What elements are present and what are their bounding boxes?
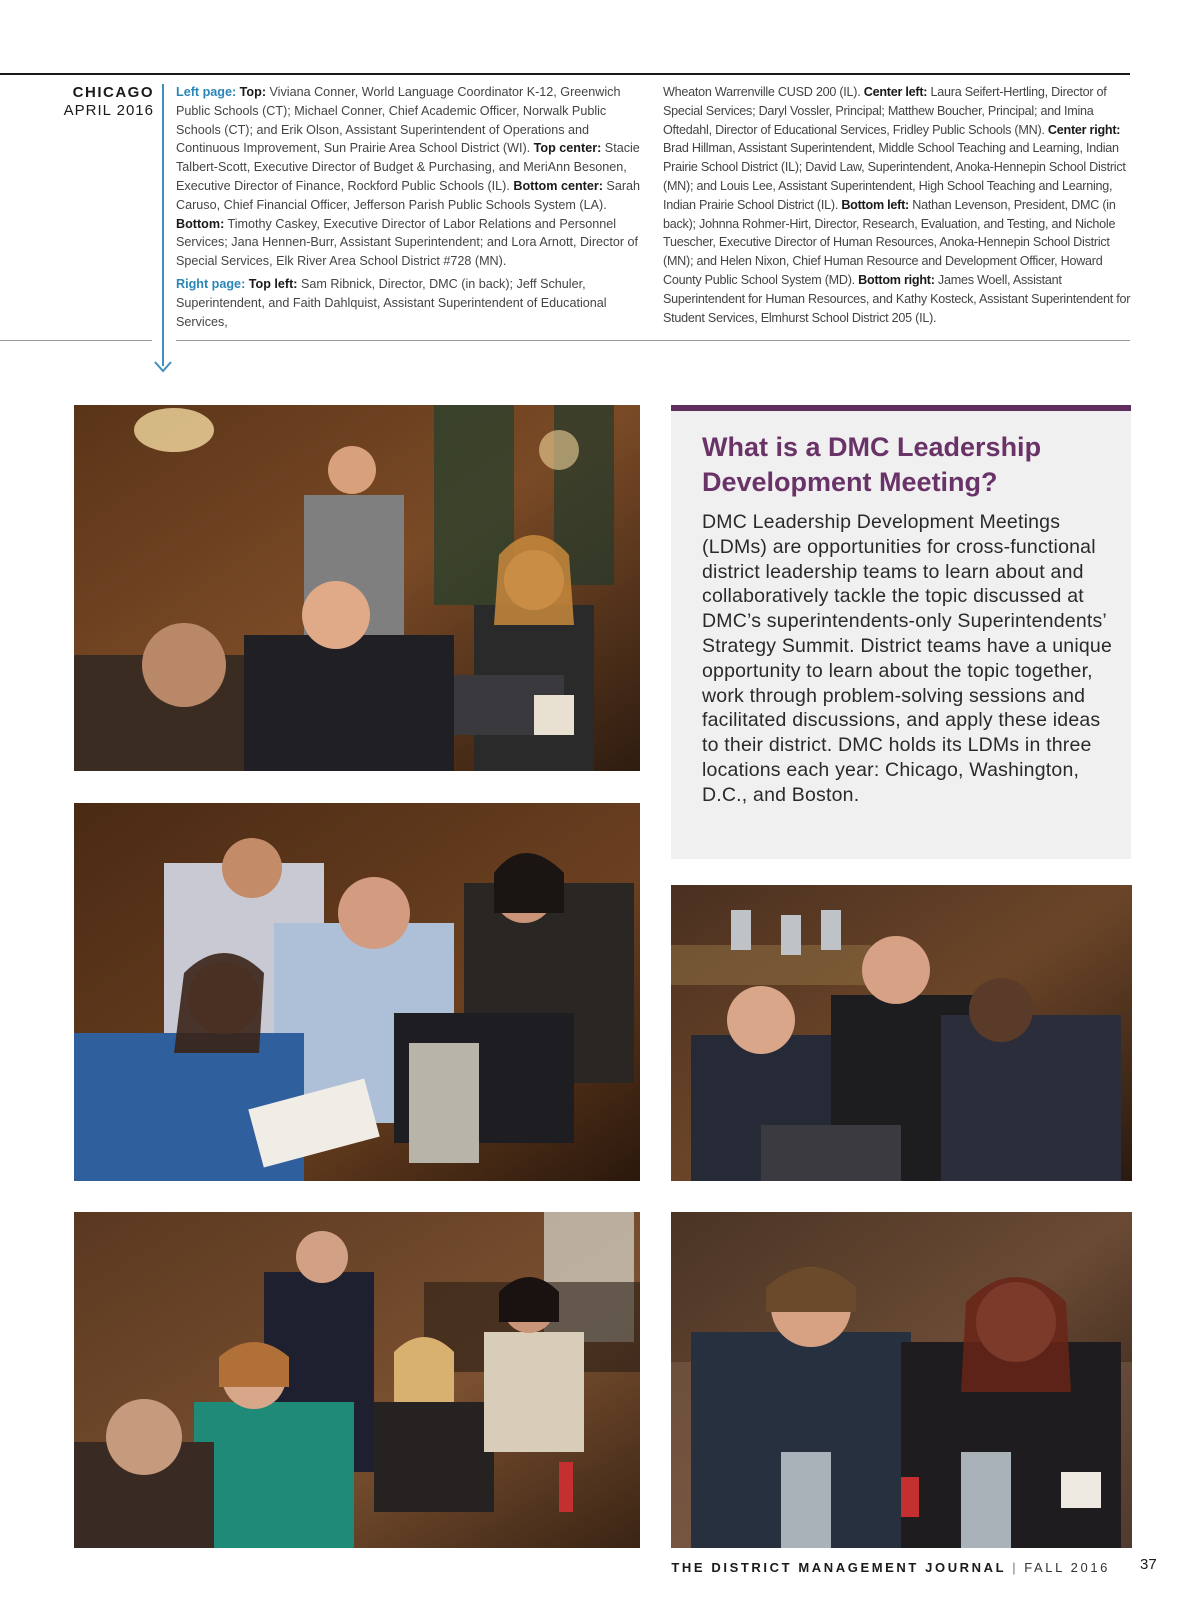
top-text: Viviana Conner, World Language Coordinator K-12, Greenwich Public Schools (CT); Michael Conner, Chief Academic Officer, Norwalk Public Schools (CT); and Erik Olson, Assistant Superintendent of Operations and Continuous Improvement, Sun Prairie Area School District (WI). (176, 85, 621, 156)
arrow-down-icon (153, 360, 173, 374)
dateline-city: CHICAGO (72, 84, 154, 101)
center-right-text: Brad Hillman, Assistant Superintendent, Middle School Teaching and Learning, Indian Prairie School District (IL); David Law, Superintendent, Anoka-Hennepin School District (MN); and Louis Lee, Assistant Superintendent, High School Teaching and Learning, Indian Prairie School District (IL). (663, 141, 1126, 212)
top-rule (0, 73, 1130, 75)
photo-caption-column-1 (176, 83, 650, 331)
dateline (0, 84, 154, 120)
photo-bottom-left (74, 1212, 640, 1548)
bottom-right-label: Bottom right: (858, 272, 935, 287)
dateline-date: APRIL 2016 (63, 102, 154, 119)
photo-bottom-right (671, 1212, 1132, 1548)
bottom-right-text: James Woell, Assistant Superintendent for Human Resources, and Kathy Kosteck, Assistant Superintendent for Student Services, Elmhurst School District 205 (IL). (663, 272, 1131, 325)
center-left-text: Laura Seifert-Hertling, Director of Special Services; Daryl Vossler, Principal; Matthew Boucher, Principal; and Imina Oftedahl, Director of Educational Services, Fridley Public Schools (MN). (663, 85, 1107, 137)
photo-top-left (74, 405, 640, 771)
bottom-left-label: Bottom left: (841, 197, 909, 212)
top-label: Top: (239, 85, 267, 99)
caption-right-page (176, 275, 650, 331)
sidebar-accent-bar (671, 405, 1131, 411)
left-page-label: Left page: (176, 85, 237, 99)
bottom-label: Bottom: (176, 216, 225, 231)
footer-separator: | (1012, 1560, 1019, 1575)
caption-bottom-rule-right (176, 340, 1130, 341)
caption-bottom-rule-left (0, 340, 152, 341)
right-page-label: Right page: (176, 276, 246, 291)
center-left-label: Center left: (863, 85, 928, 99)
journal-name: THE DISTRICT MANAGEMENT JOURNAL (671, 1560, 1007, 1575)
issue-label: FALL 2016 (1024, 1560, 1110, 1575)
running-footer (620, 1560, 1110, 1575)
bottom-left-text: Nathan Levenson, President, DMC (in back); Johnna Rohmer-Hirt, Director, Research, Evaluation, and Testing, and Nichole Tuescher, Executive Director of Human Resources, Anoka-Hennepin School District (MN); and Helen Nixon, Chief Human Resource and Development Officer, Howard County Public School System (MD). (663, 197, 1116, 287)
sidebar-body: DMC Leadership Development Meetings (LDMs) are opportunities for cross-functional district leadership teams to learn about and collaboratively tackle the topic discussed at DMC’s superintendents-only Superintendents’ Strategy Summit. District teams have a unique opportunity to learn about the topic together, work through problem-solving sessions and facilitated discussions, and apply these ideas to their district. DMC holds its LDMs in three locations each year: Chicago, Washington, D.C., and Boston. (702, 511, 1112, 806)
photo-center-left (74, 803, 640, 1181)
page-number: 37 (1140, 1556, 1157, 1573)
bottom-center-text: Sarah Caruso, Chief Financial Officer, Jefferson Parish Public Schools System (LA). (176, 178, 641, 212)
top-center-label: Top center: (533, 141, 602, 156)
caption-left-page (176, 83, 650, 271)
arrow-down-line (162, 84, 164, 366)
top-left-text: Sam Ribnick, Director, DMC (in back); Jeff Schuler, Superintendent, and Faith Dahlquist, Assistant Superintendent of Educational Services, (176, 276, 607, 329)
photo-caption-column-2 (663, 83, 1143, 327)
center-right-label: Center right: (1047, 122, 1121, 137)
col2-text: Wheaton Warrenville CUSD 200 (IL). (663, 85, 864, 99)
sidebar-title: What is a DMC Leadership Development Meeting? (702, 432, 1042, 497)
top-center-text: Stacie Talbert-Scott, Executive Director of Budget & Purchasing, and MeriAnn Besonen, Executive Director of Finance, Rockford Public Schools (IL). (176, 141, 640, 193)
photo-center-right (671, 885, 1132, 1181)
bottom-text: Timothy Caskey, Executive Director of Labor Relations and Personnel Services; Jana Hennen-Burr, Assistant Superintendent; and Lora Arnott, Director of Special Services, Elk River Area School District #728 (MN). (176, 216, 639, 269)
top-left-label: Top left: (245, 276, 298, 291)
bottom-center-label: Bottom center: (513, 178, 603, 193)
